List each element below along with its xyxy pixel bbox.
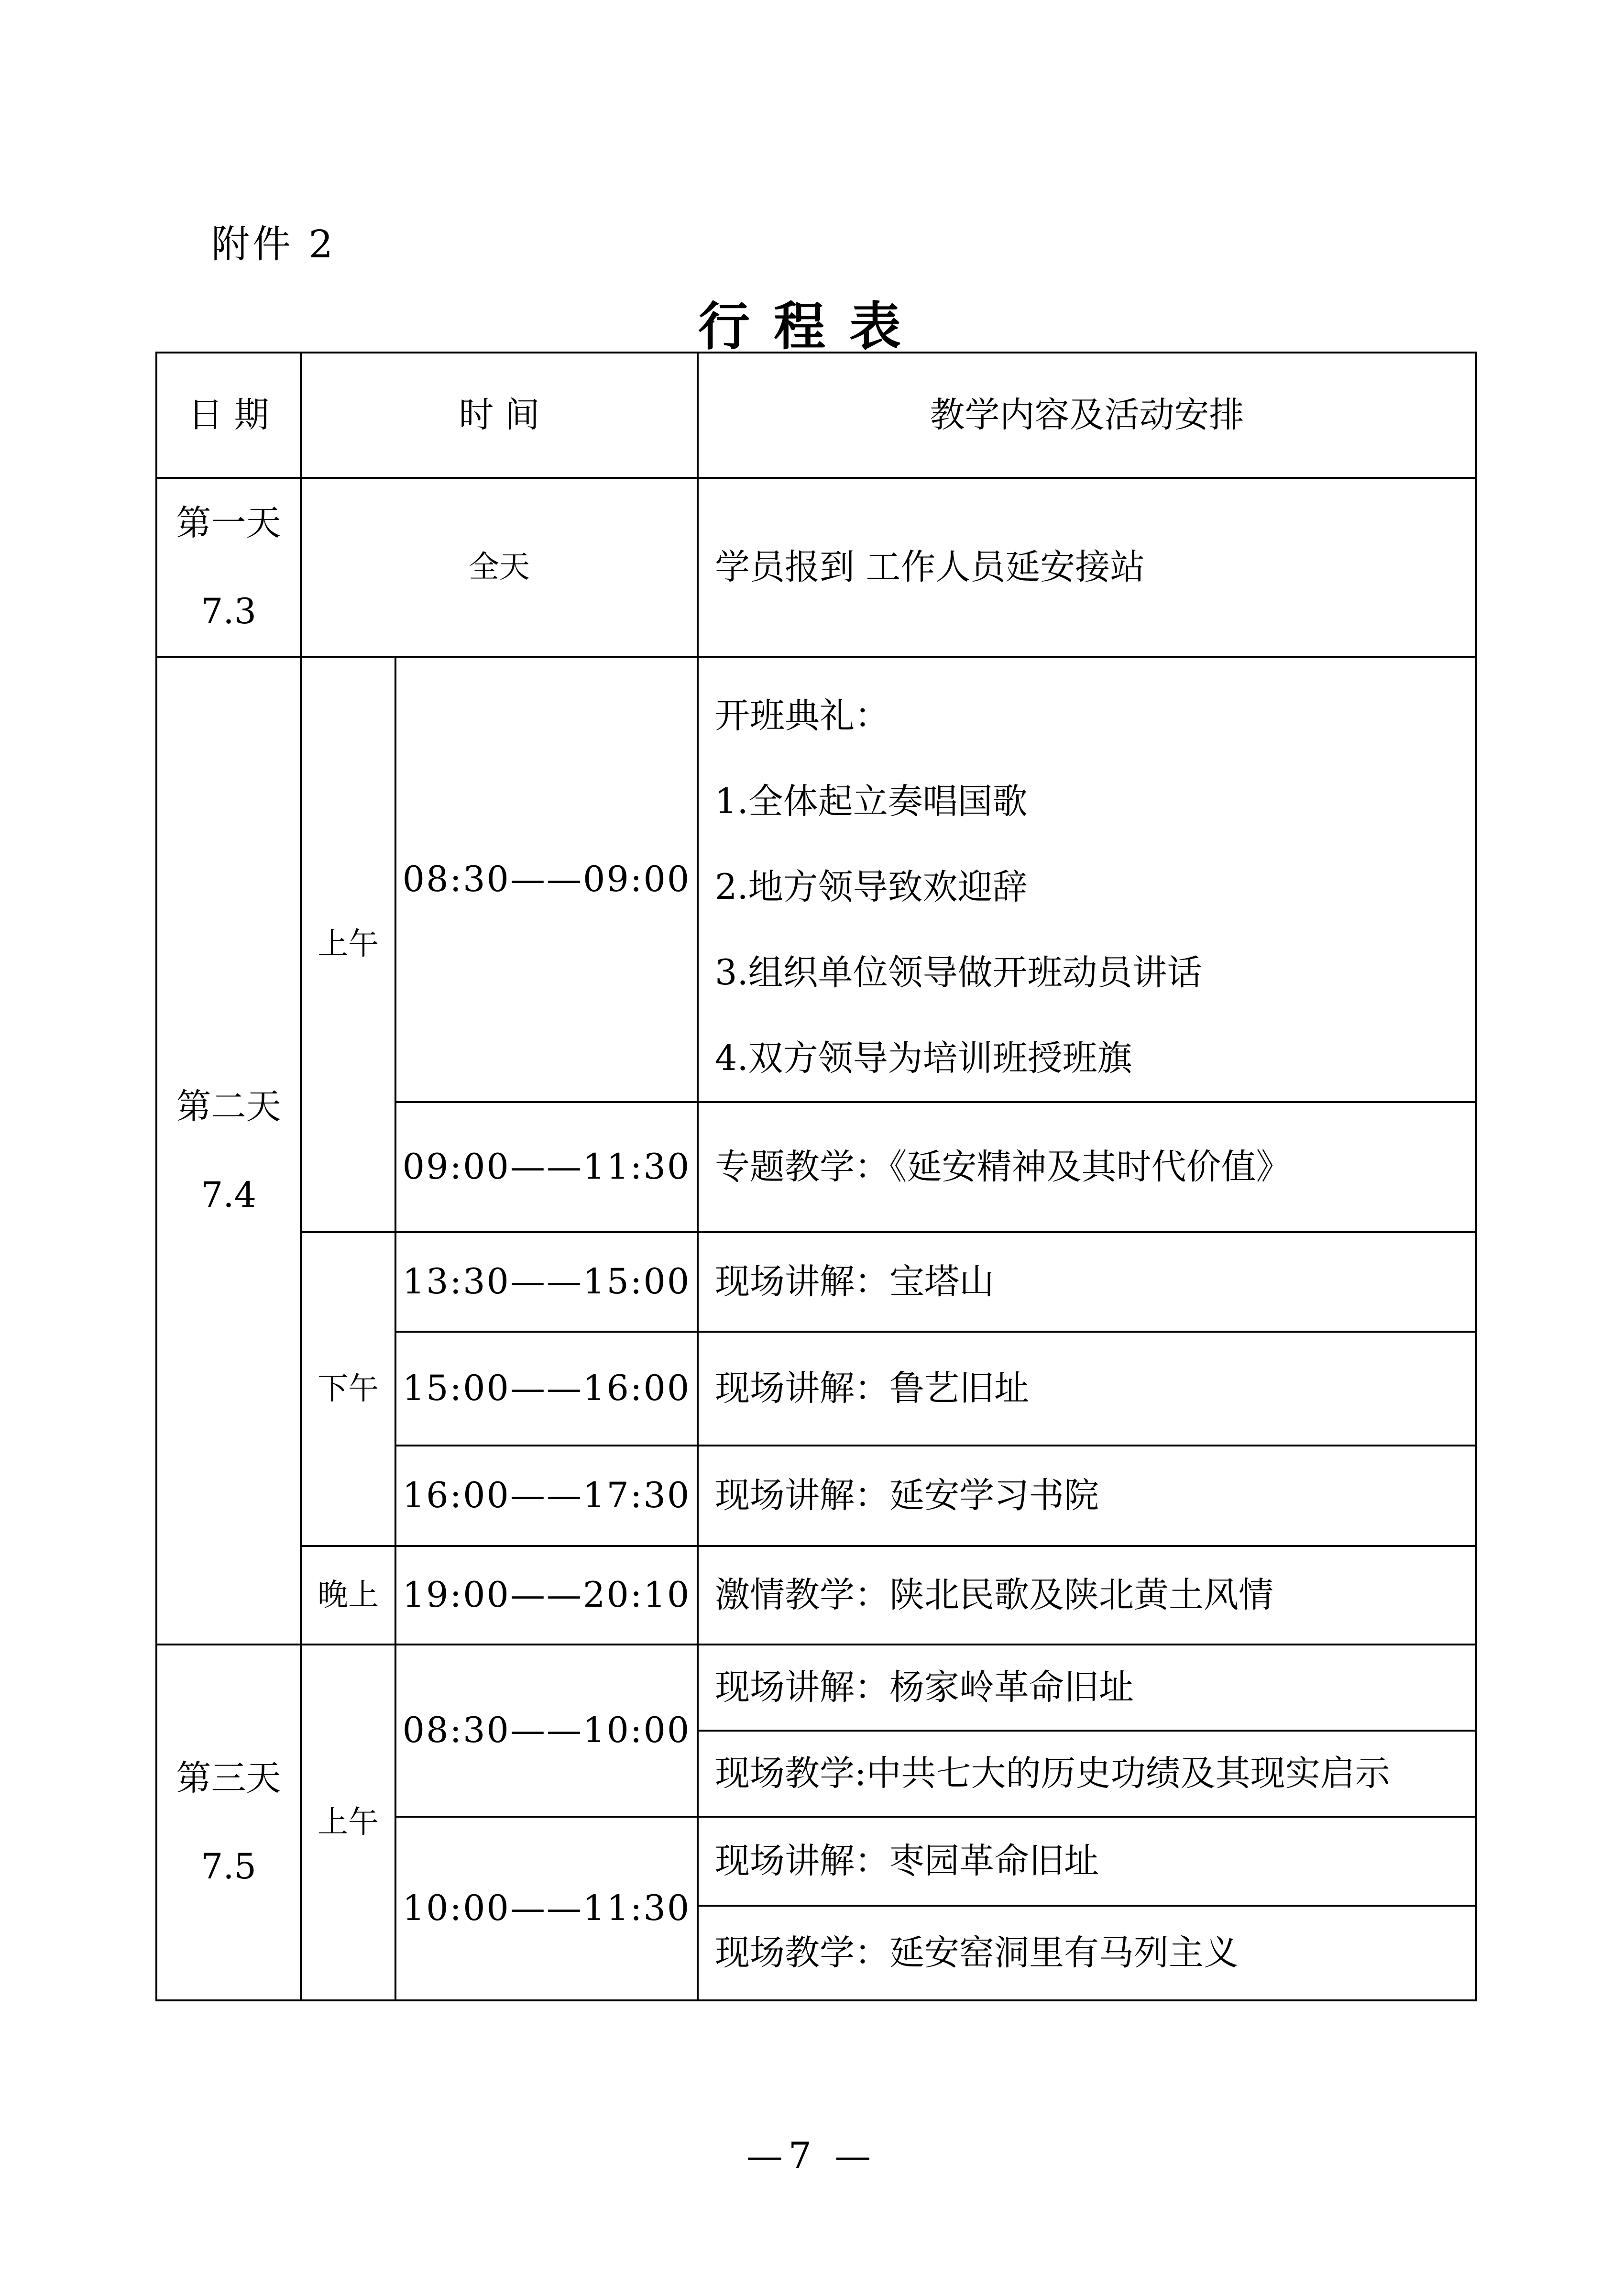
- day1-date-cell: [156, 478, 301, 657]
- period-morning: 上午: [301, 1645, 395, 2000]
- table-row: [156, 478, 1476, 657]
- day-date: 7.3: [200, 591, 257, 632]
- content-cell: 现场讲解：杨家岭革命旧址: [698, 1645, 1476, 1731]
- time-cell: 16:00——17:30: [395, 1446, 698, 1546]
- table-row: [156, 657, 1476, 1102]
- content-cell: 专题教学：《延安精神及其时代价值》: [698, 1102, 1476, 1232]
- header-date: 日 期: [156, 353, 301, 478]
- period-afternoon: 下午: [301, 1232, 395, 1546]
- content-cell: 现场讲解：延安学习书院: [698, 1446, 1476, 1546]
- day2-date-cell: [156, 657, 301, 1645]
- time-cell: 08:30——10:00: [395, 1645, 698, 1817]
- day-date: 7.4: [200, 1174, 257, 1215]
- list-item: 3.组织单位领导做开班动员讲话: [715, 952, 1202, 993]
- schedule-table: [155, 352, 1477, 2001]
- table-row: [156, 1232, 1476, 1332]
- table-header-row: [156, 353, 1476, 478]
- day-label: 第二天: [176, 1086, 281, 1127]
- day-label: 第一天: [176, 503, 281, 543]
- table-row: [156, 1645, 1476, 1731]
- content-cell: 现场教学:中共七大的历史功绩及其现实启示: [698, 1731, 1476, 1817]
- time-cell: 10:00——11:30: [395, 1817, 698, 2000]
- content-cell: 现场讲解：枣园革命旧址: [698, 1817, 1476, 1906]
- page-number: —7 —: [746, 2134, 877, 2177]
- day1-time-cell: 全天: [301, 478, 698, 657]
- day-label: 第三天: [176, 1758, 281, 1799]
- content-cell: 现场教学：延安窑洞里有马列主义: [698, 1906, 1476, 2000]
- time-cell: 19:00——20:10: [395, 1546, 698, 1645]
- time-cell: 13:30——15:00: [395, 1232, 698, 1332]
- table-row: [156, 1546, 1476, 1645]
- time-cell: 15:00——16:00: [395, 1332, 698, 1446]
- content-cell: 现场讲解：鲁艺旧址: [698, 1332, 1476, 1446]
- day3-date-cell: [156, 1645, 301, 2000]
- content-cell: 现场讲解：宝塔山: [698, 1232, 1476, 1332]
- period-morning: 上午: [301, 657, 395, 1232]
- header-content: 教学内容及活动安排: [698, 353, 1476, 478]
- list-item: 4.双方领导为培训班授班旗: [715, 1038, 1132, 1079]
- list-item: 2.地方领导致欢迎辞: [715, 867, 1028, 907]
- time-cell: 08:30——09:00: [395, 657, 698, 1102]
- day1-content-cell: 学员报到 工作人员延安接站: [698, 478, 1476, 657]
- content-cell: 激情教学：陕北民歌及陕北黄土风情: [698, 1546, 1476, 1645]
- time-cell: 09:00——11:30: [395, 1102, 698, 1232]
- header-time: 时 间: [301, 353, 698, 478]
- day-date: 7.5: [200, 1846, 257, 1887]
- annex-label: 附件 2: [211, 222, 336, 266]
- page-title: 行程表: [698, 297, 925, 357]
- list-item: 1.全体起立奏唱国歌: [715, 781, 1028, 822]
- period-evening: 晚上: [301, 1546, 395, 1645]
- opening-ceremony-cell: [698, 657, 1476, 1102]
- list-item: 开班典礼：: [715, 695, 889, 736]
